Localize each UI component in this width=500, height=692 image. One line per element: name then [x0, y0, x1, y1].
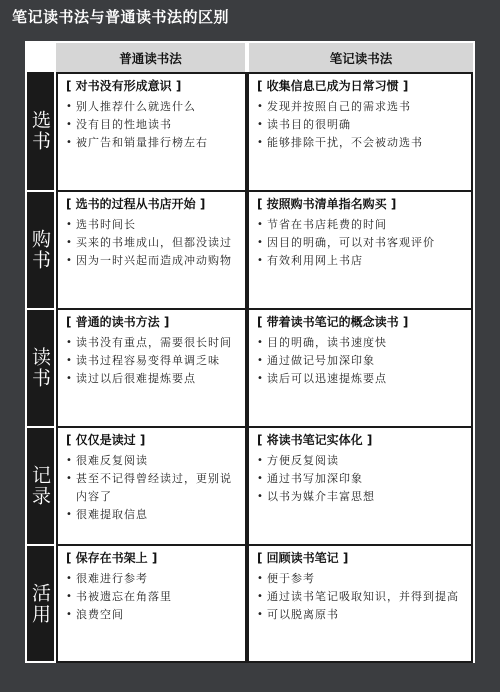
- list-item: • 甚至不记得曾经读过，更别说内容了: [66, 470, 237, 506]
- row-label-use: 活用: [27, 546, 54, 661]
- cell-heading: [ 带着读书笔记的概念读书 ]: [257, 315, 409, 329]
- cell-heading: [ 回顾读书笔记 ]: [257, 551, 349, 565]
- cell-heading: [ 选书的过程从书店开始 ]: [66, 197, 206, 211]
- cell-heading: [ 按照购书清单指名购买 ]: [257, 197, 397, 211]
- cell-note-use: [247, 544, 473, 663]
- list-item: • 浪费空间: [66, 606, 237, 624]
- list-item: • 读书过程容易变得单调乏味: [66, 352, 237, 370]
- list-item: • 可以脱离原书: [257, 606, 463, 624]
- list-item: • 读书目的很明确: [257, 116, 463, 134]
- cell-heading: [ 普通的读书方法 ]: [66, 315, 170, 329]
- cell-heading: [ 保存在书架上 ]: [66, 551, 158, 565]
- column-header-ordinary: 普通读书法: [56, 43, 245, 72]
- list-item: • 有效利用网上书店: [257, 252, 463, 270]
- cell-note-read: [247, 308, 473, 428]
- cell-ordinary-record: [56, 426, 247, 546]
- list-item: • 节省在书店耗费的时间: [257, 216, 463, 234]
- row-label-record: 记录: [27, 428, 54, 544]
- cell-heading: [ 将读书笔记实体化 ]: [257, 433, 373, 447]
- list-item: • 很难提取信息: [66, 506, 237, 524]
- row-label-buy: 购书: [27, 192, 54, 308]
- list-item: • 读过以后很难提炼要点: [66, 370, 237, 388]
- cell-note-select: [247, 72, 473, 192]
- list-item: • 方便反复阅读: [257, 452, 463, 470]
- list-item: • 读后可以迅速提炼要点: [257, 370, 463, 388]
- page-title: 笔记读书法与普通读书法的区别: [12, 8, 230, 26]
- list-item: • 被广告和销量排行榜左右: [66, 134, 237, 152]
- list-item: • 因目的明确，可以对书客观评价: [257, 234, 463, 252]
- list-item: • 目的明确，读书速度快: [257, 334, 463, 352]
- list-item: • 能够排除干扰，不会被动选书: [257, 134, 463, 152]
- list-item: • 以书为媒介丰富思想: [257, 488, 463, 506]
- cell-heading: [ 仅仅是读过 ]: [66, 433, 146, 447]
- list-item: • 买来的书堆成山，但都没读过: [66, 234, 237, 252]
- row-label-select: 选书: [27, 72, 54, 190]
- cell-ordinary-buy: [56, 190, 247, 310]
- list-item: • 很难进行参考: [66, 570, 237, 588]
- list-item: • 通过读书笔记吸取知识，并得到提高: [257, 588, 463, 606]
- column-header-note: 笔记读书法: [249, 43, 473, 72]
- cell-note-record: [247, 426, 473, 546]
- list-item: • 选书时间长: [66, 216, 237, 234]
- row-label-read: 读书: [27, 310, 54, 426]
- list-item: • 别人推荐什么就选什么: [66, 98, 237, 116]
- list-item: • 没有目的性地读书: [66, 116, 237, 134]
- cell-ordinary-select: [56, 72, 247, 192]
- cell-heading: [ 对书没有形成意识 ]: [66, 79, 182, 93]
- list-item: • 通过书写加深印象: [257, 470, 463, 488]
- list-item: • 便于参考: [257, 570, 463, 588]
- list-item: • 因为一时兴起而造成冲动购物: [66, 252, 237, 270]
- cell-note-buy: [247, 190, 473, 310]
- list-item: • 很难反复阅读: [66, 452, 237, 470]
- list-item: • 通过做记号加深印象: [257, 352, 463, 370]
- comparison-table: [25, 41, 475, 663]
- list-item: • 书被遗忘在角落里: [66, 588, 237, 606]
- list-item: • 读书没有重点，需要很长时间: [66, 334, 237, 352]
- cell-ordinary-use: [56, 544, 247, 663]
- list-item: • 发现并按照自己的需求选书: [257, 98, 463, 116]
- cell-heading: [ 收集信息已成为日常习惯 ]: [257, 79, 409, 93]
- cell-ordinary-read: [56, 308, 247, 428]
